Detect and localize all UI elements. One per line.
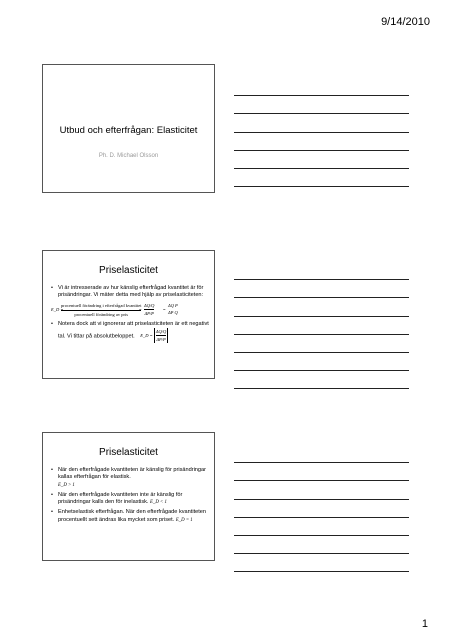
bullet-list xyxy=(51,467,211,527)
bullet-item xyxy=(51,467,211,489)
math-expression: E_D < 1 xyxy=(150,500,167,506)
page-number: 1 xyxy=(421,618,428,630)
note-line xyxy=(234,536,409,554)
note-line xyxy=(234,335,409,353)
note-line xyxy=(234,151,409,169)
abs-formula xyxy=(140,328,168,344)
note-line xyxy=(234,298,409,316)
bullet-item xyxy=(51,285,211,316)
note-line xyxy=(234,78,409,96)
note-line xyxy=(234,500,409,518)
formula-fraction xyxy=(61,302,141,319)
note-line xyxy=(234,317,409,335)
note-line xyxy=(234,353,409,371)
note-line xyxy=(234,169,409,187)
formula-fraction-3 xyxy=(168,302,178,317)
formula-numerator: procentuell förändring i efterfrågad kvantitet xyxy=(61,302,141,311)
note-line xyxy=(234,445,409,463)
bullet-text: När den efterfrågade kvantiteten är känslig för prisändringar kallas efterfrågan för elastisk. xyxy=(58,467,207,481)
note-line xyxy=(234,554,409,572)
note-line xyxy=(234,114,409,132)
note-line xyxy=(234,262,409,280)
formula-denominator: procentuell förändring av pris xyxy=(74,311,129,317)
slide-title: Priselasticitet xyxy=(99,265,158,276)
slide-title: Utbud och efterfrågan: Elasticitet xyxy=(59,125,198,136)
bullet-item xyxy=(51,321,211,344)
bullet-item xyxy=(51,492,211,507)
note-line xyxy=(234,481,409,499)
formula-fraction-2-den: ΔP/P xyxy=(144,310,154,316)
formula-fraction-3-den: ΔP Q xyxy=(168,309,178,315)
math-expression: E_D > 1 xyxy=(58,482,75,488)
notes-lines xyxy=(234,78,409,187)
math-expression: E_D = 1 xyxy=(175,517,193,523)
notes-lines xyxy=(234,262,409,389)
abs-formula-num: ΔQ/Q xyxy=(156,328,166,336)
slide-title: Priselasticitet xyxy=(99,447,158,458)
note-line xyxy=(234,463,409,481)
slide-author: Ph. D. Michael Olsson xyxy=(98,153,159,159)
abs-formula-fraction xyxy=(154,328,168,344)
bullet-list xyxy=(51,285,211,346)
bullet-item xyxy=(51,509,211,524)
abs-formula-den: ΔP/P xyxy=(156,337,166,343)
note-line xyxy=(234,280,409,298)
formula-equals: = xyxy=(139,306,142,312)
formula-fraction-2-num: ΔQ/Q xyxy=(144,302,154,310)
notes-lines xyxy=(234,445,409,572)
slide-1 xyxy=(42,64,215,193)
formula-lhs: E_D = xyxy=(51,306,64,312)
bullet-text: Enhetselastisk efterfrågan. När den efterfrågade kvantiteten procentuellt sett ändras lika mycket som priset. xyxy=(58,509,207,523)
slide-3 xyxy=(42,432,215,561)
bullet-text: Vi är intresserade av hur känslig efterfrågad kvantitet är för prisändringar. Vi mäter detta med hjälp av priselasticiteten: xyxy=(58,285,204,299)
note-line xyxy=(234,133,409,151)
note-line xyxy=(234,518,409,536)
note-line xyxy=(234,96,409,114)
elasticity-formula xyxy=(51,302,211,316)
slide-2 xyxy=(42,250,215,379)
note-line xyxy=(234,371,409,389)
bullet-text: När den efterfrågade kvantiteten inte är känslig för prisändringar kalls den för inelastisk. xyxy=(58,491,183,506)
abs-formula-lhs: E_D = xyxy=(140,332,153,338)
header-date: 9/14/2010 xyxy=(381,16,430,28)
formula-equals: = xyxy=(163,306,166,312)
bullet-text: Notera dock att vi ignorerar att priselasticiteten är ett negativt tal. Vi tittar på absolutbeloppet. xyxy=(58,320,209,340)
formula-fraction-2 xyxy=(144,302,154,318)
formula-fraction-3-num: ΔQ P xyxy=(168,302,178,308)
